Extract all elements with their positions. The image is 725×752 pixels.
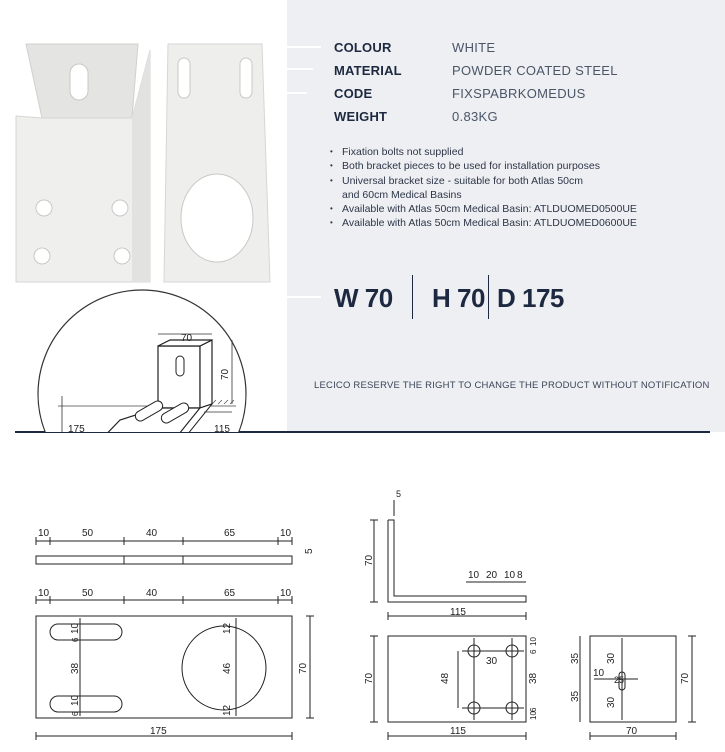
dash-decoration <box>287 296 321 298</box>
dim-label: 115 <box>450 726 466 737</box>
dim-label: 10 <box>38 588 50 599</box>
dim-label: 6 <box>529 707 538 712</box>
dim-label: 10 <box>593 668 605 679</box>
dim-label: 40 <box>146 528 158 539</box>
dim-label: 65 <box>224 528 236 539</box>
detail-dim-left: 175 <box>68 424 85 432</box>
dim-label: 12 <box>222 704 233 716</box>
detail-circle <box>38 290 246 432</box>
note-item: • Universal bracket size - suitable for both Atlas 50cm <box>328 174 637 188</box>
spec-value-material: POWDER COATED STEEL <box>452 63 618 78</box>
dim-label: 70 <box>298 662 309 674</box>
detail-dim-right: 115 <box>214 424 230 432</box>
dim-label: 10 <box>38 528 50 539</box>
dim-label: 50 <box>82 588 94 599</box>
divider <box>488 275 489 319</box>
dash-decoration <box>287 92 307 94</box>
dim-label: 38 <box>70 662 81 674</box>
note-item-continued: and 60cm Medical Basins <box>342 188 462 201</box>
dim-label: 30 <box>606 696 617 708</box>
technical-drawings <box>0 440 725 752</box>
spec-label-colour: COLOUR <box>334 40 392 55</box>
dim-label: 10 <box>280 528 292 539</box>
dim-label: 70 <box>364 554 375 566</box>
angle-bracket-photo <box>16 44 150 282</box>
dim-label: 46 <box>222 662 233 674</box>
note-item: • Both bracket pieces to be used for installation purposes <box>328 159 637 173</box>
note-item: • Fixation bolts not supplied <box>328 145 637 159</box>
spec-label-code: CODE <box>334 86 373 101</box>
dim-label: 6 <box>71 637 80 642</box>
dim-label: 35 <box>570 690 581 702</box>
dash-decoration <box>287 46 321 48</box>
divider <box>412 275 413 319</box>
dimension-width: W 70 <box>334 283 393 313</box>
dim-label: 10 <box>280 588 292 599</box>
dim-label: 10 <box>468 570 480 581</box>
dim-label: 35 <box>570 652 581 664</box>
note-item: • Available with Atlas 50cm Medical Basin: ATLDUOMED0600UE <box>328 216 637 230</box>
product-illustration <box>0 0 287 432</box>
dim-label: 65 <box>224 588 236 599</box>
spec-value-colour: WHITE <box>452 40 496 55</box>
dim-label: 20 <box>486 570 498 581</box>
dim-label: 10 <box>529 637 538 646</box>
dim-label: 70 <box>680 672 691 684</box>
detail-dim-top: 70 <box>181 333 193 344</box>
disclaimer-text: LECICO RESERVE THE RIGHT TO CHANGE THE PRODUCT WITHOUT NOTIFICATION <box>314 380 710 391</box>
flat-bracket-photo <box>164 44 270 282</box>
dim-label: 115 <box>450 607 466 618</box>
dash-decoration <box>287 68 313 70</box>
dim-label: 70 <box>364 672 375 684</box>
dim-label: 8 <box>517 570 523 581</box>
dim-label: 5 <box>396 489 402 499</box>
spec-label-material: MATERIAL <box>334 63 402 78</box>
dim-label: 6 <box>71 711 80 716</box>
dimension-depth: D 175 <box>497 283 564 313</box>
dim-label: 70 <box>626 726 638 737</box>
spec-value-code: FIXSPABRKOMEDUS <box>452 86 586 101</box>
spec-value-weight: 0.83KG <box>452 109 498 124</box>
detail-dim-side: 70 <box>220 368 231 380</box>
dim-label: 50 <box>82 528 94 539</box>
dim-label: 25 <box>614 675 625 685</box>
dimension-height: H 70 <box>432 283 485 313</box>
dim-label: 40 <box>146 588 158 599</box>
dim-label: 30 <box>606 652 617 664</box>
dim-label: 5 <box>304 548 315 554</box>
dim-label: 12 <box>222 622 233 634</box>
spec-label-weight: WEIGHT <box>334 109 388 124</box>
dim-label: 6 <box>529 649 538 654</box>
dim-label: 10 <box>504 570 516 581</box>
dim-label: 10 <box>70 622 81 634</box>
notes-list <box>328 145 637 231</box>
dim-label: 175 <box>150 726 167 737</box>
dim-label: 10 <box>70 694 81 706</box>
note-item: • Available with Atlas 50cm Medical Basin: ATLDUOMED0500UE <box>328 202 637 216</box>
dim-label: 48 <box>440 672 451 684</box>
dim-label: 38 <box>528 672 539 684</box>
dim-label: 10 <box>529 711 538 720</box>
dim-label: 30 <box>486 656 498 667</box>
